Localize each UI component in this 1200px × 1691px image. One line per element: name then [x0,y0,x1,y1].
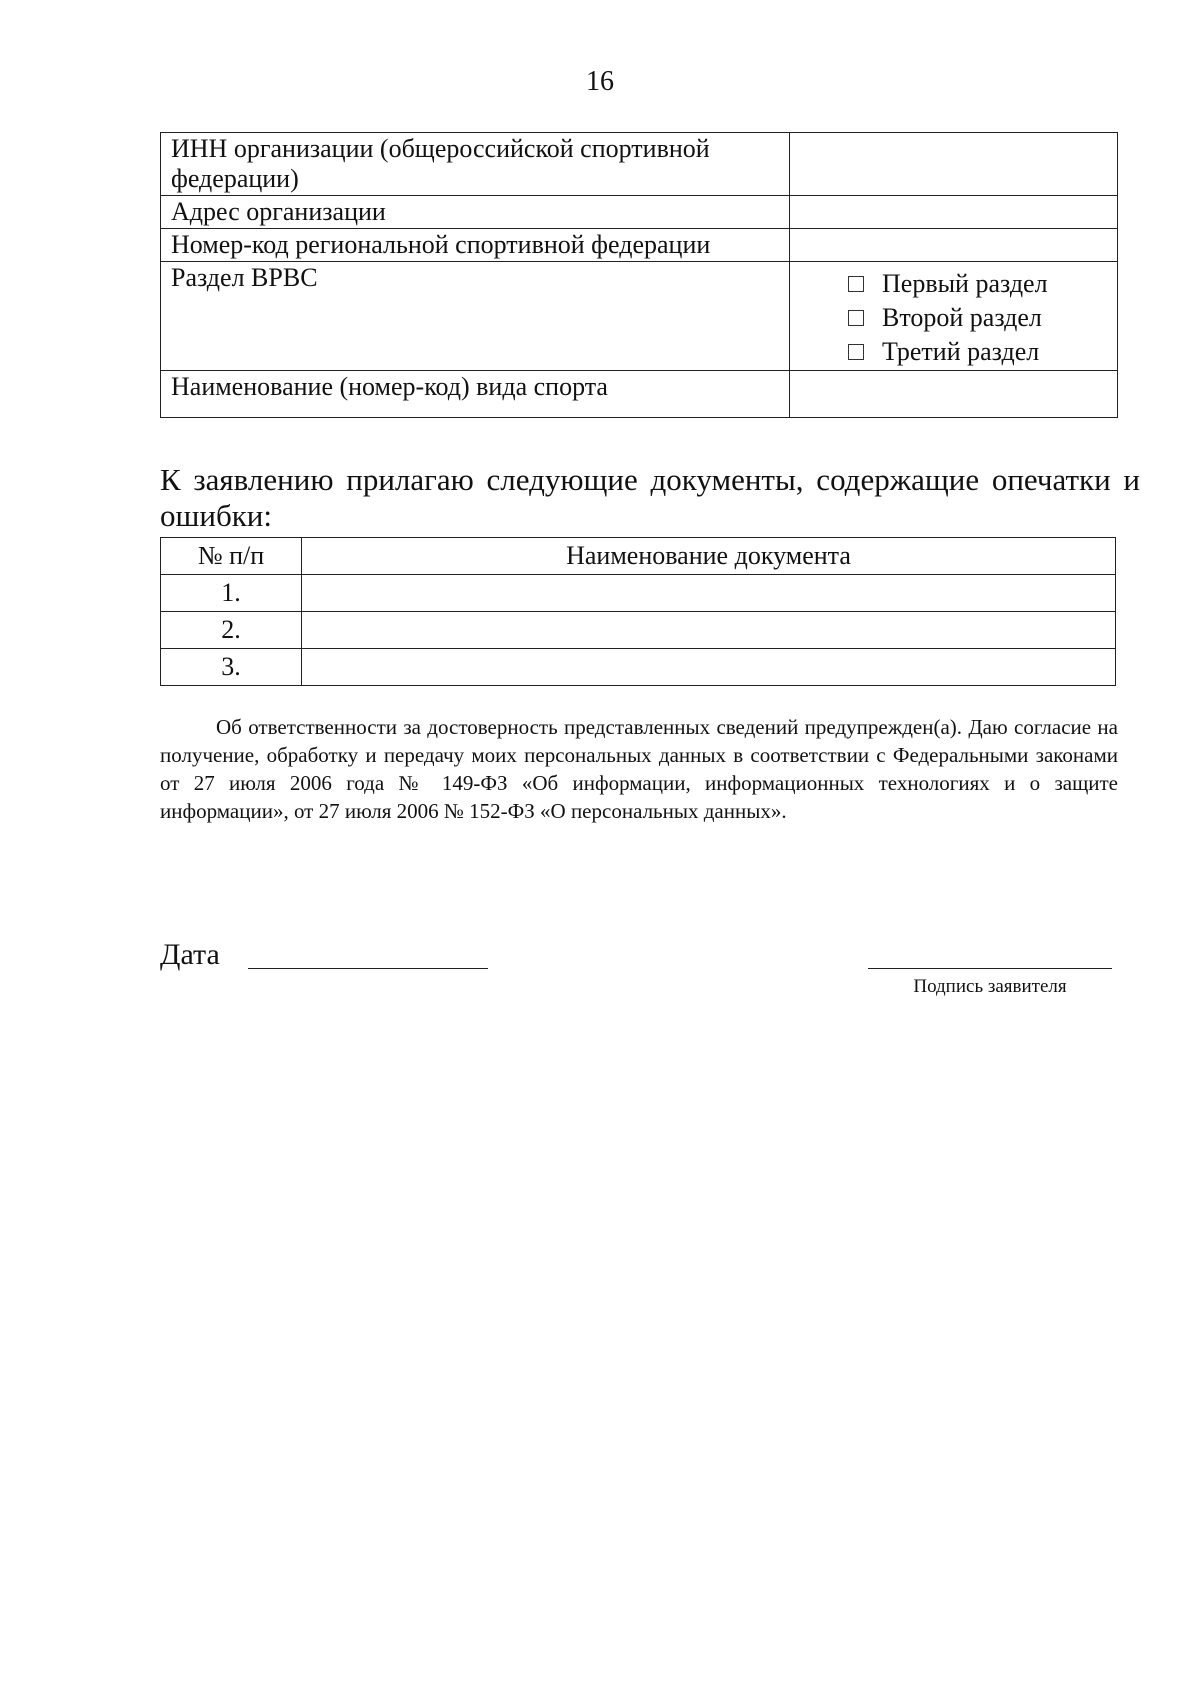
row-number: 1. [161,575,302,612]
row-number: 2. [161,612,302,649]
table-row [161,371,1118,418]
address-label: Адрес организации [161,196,790,229]
table-row [161,575,1116,612]
column-header-number: № п/п [161,538,302,575]
option-label: Второй раздел [882,303,1042,332]
documents-table [160,537,1116,686]
sport-name-value-cell[interactable] [790,371,1118,418]
column-header-document: Наименование документа [302,538,1116,575]
date-field[interactable] [248,968,488,969]
date-label: Дата [160,938,220,971]
federation-code-value-cell[interactable] [790,229,1118,262]
table-row [161,649,1116,686]
table-row [161,196,1118,229]
document-name-cell[interactable] [302,612,1116,649]
section-option-third[interactable] [848,335,1107,369]
federation-code-label: Номер-код региональной спортивной федерации [161,229,790,262]
table-row [161,229,1118,262]
address-value-cell[interactable] [790,196,1118,229]
table-row [161,133,1118,196]
table-row [161,612,1116,649]
table-row [161,262,1118,371]
option-label: Третий раздел [882,337,1040,366]
consent-statement [160,713,1118,825]
option-label: Первый раздел [882,269,1048,298]
document-name-cell[interactable] [302,575,1116,612]
consent-text: Об ответственности за достоверность представленных сведений предупрежден(а). Даю согласие на получение, обработку и передачу моих персональных данных в соответствии с Федеральными законами от 27 июля 2006 года № 149-ФЗ «Об информации, информационных технологиях и о защите информации», от 27 июля 2006 № 152-ФЗ «О персональных данных». [160,715,1118,823]
vrvs-section-label: Раздел ВРВС [161,262,790,371]
row-number: 3. [161,649,302,686]
table-header-row [161,538,1116,575]
attachments-heading: К заявлению прилагаю следующие документы, содержащие опечатки и ошибки: [160,462,1140,533]
page-number: 16 [586,66,614,97]
checkbox-icon[interactable] [848,276,864,292]
section-option-first[interactable] [848,267,1107,301]
sport-name-label: Наименование (номер-код) вида спорта [161,371,790,418]
inn-label: ИНН организации (общероссийской спортивной федерации) [161,133,790,196]
vrvs-section-options [790,262,1118,371]
checkbox-icon[interactable] [848,310,864,326]
section-option-second[interactable] [848,301,1107,335]
signature-field[interactable] [868,968,1112,969]
checkbox-icon[interactable] [848,344,864,360]
inn-value-cell[interactable] [790,133,1118,196]
signature-caption: Подпись заявителя [913,976,1067,997]
document-name-cell[interactable] [302,649,1116,686]
info-table [160,132,1118,418]
